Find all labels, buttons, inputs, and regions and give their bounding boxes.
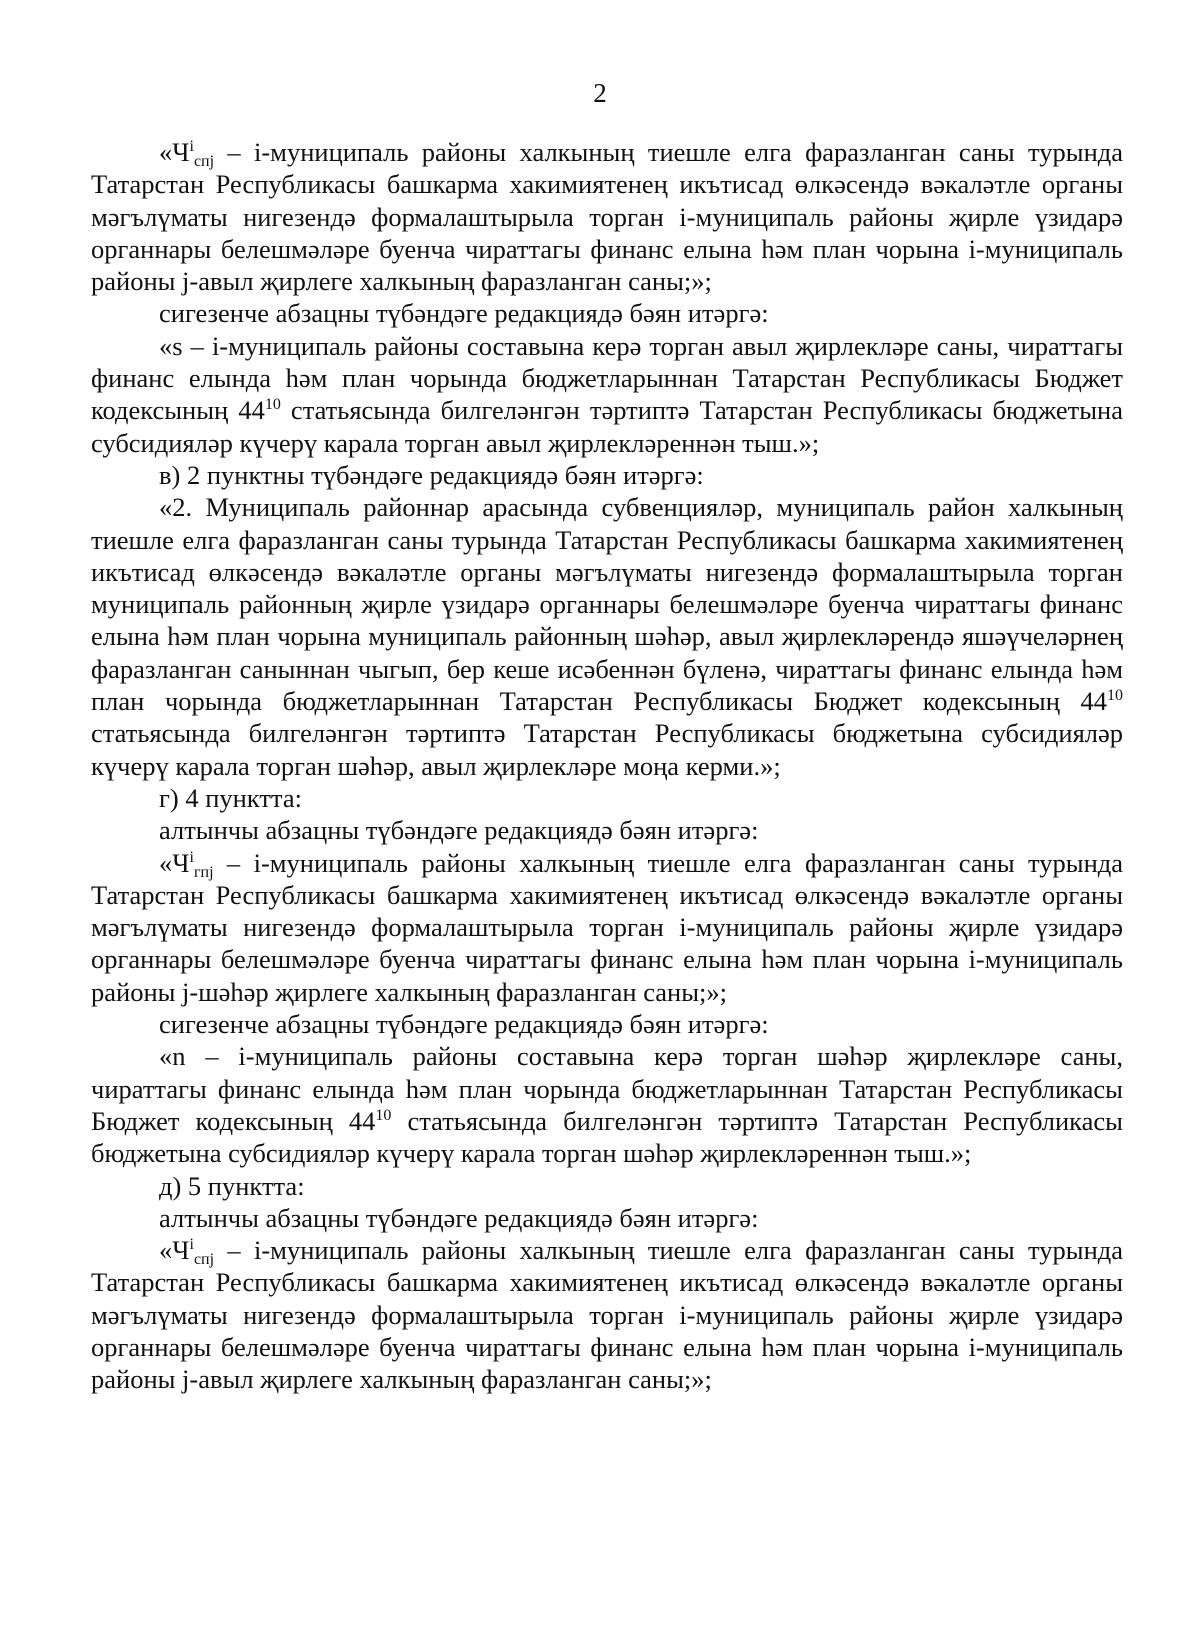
page-number: 2 [593, 78, 607, 108]
text-run: «Ч [159, 137, 190, 167]
superscript: i [189, 1236, 194, 1254]
paragraph-amend-sixth-abzats-2 [91, 1202, 1123, 1234]
text-run: «n – i-муниципаль районы составына керә торган шәһәр җирлекләре саны, чираттагы финанс елында һәм план чорында бюджетларыннан Татарстан Республикасы Бюджет кодексының 44 [91, 1041, 1123, 1136]
paragraph-item-v [91, 459, 1123, 491]
text-run: – i-муниципаль районы халкының тиешле елга фаразланган саны турында Татарстан Республикасы башкарма хакимиятенең икътисад өлкәсендә вәкаләтле органы мәгълүматы нигезендә формалаштырыла торган i-муниципаль районы җирле үзидарә органнары белешмәләре буенча чираттагы финанс елына һәм план чорына i-муниципаль районы j-авыл җирлеге халкының фаразланган саны;»; [91, 1235, 1123, 1395]
superscript: 10 [1107, 687, 1123, 705]
paragraph-chsp-definition-2 [91, 1234, 1123, 1395]
text-run: «2. Муниципаль районнар арасында субвенцияләр, муниципаль район халкының тиешле елга фаразланган саны турында Татарстан Республикасы башкарма хакимиятенең икътисад өлкәсендә вәкаләтле органы мәгълүматы нигезендә формалаштырыла торган муниципаль районның җирле үзидарә органнары белешмәләре буенча чираттагы финанс елына һәм план чорына муниципаль районның шәһәр, авыл җирлекләрендә яшәүчеләрнең фаразланган саныннан чыгып, бер кеше исәбеннән бүленә, чираттагы финанс елында һәм план чорында бюджетларыннан Татарстан Республикасы Бюджет кодексының 44 [91, 492, 1123, 717]
text-run: д) 5 пунктта: [159, 1170, 305, 1201]
paragraph-amend-sixth-abzats [91, 814, 1123, 846]
text-run: статьясында билгеләнгән тәртиптә Татарстан Республикасы бюджетына субсидияләр күчерү карала торган авыл җирлекләреннән тыш.»; [91, 395, 1124, 458]
superscript: 10 [375, 1106, 392, 1124]
paragraph-s-definition [91, 330, 1123, 459]
paragraph-item-d [91, 1170, 1123, 1202]
subscript: cпj [193, 1251, 215, 1269]
paragraph-item-g [91, 782, 1123, 814]
text-run: г) 4 пунктта: [159, 782, 302, 813]
subscript: cпj [193, 153, 215, 170]
paragraph-amend-eighth-abzats-2 [91, 1008, 1123, 1040]
text-run: «s – i-муниципаль районы составына керә торган авыл җирлекләре саны, чираттагы финанс елында һәм план чорында бюджетларыннан Татарстан Республикасы Бюджет кодексының 44 [91, 330, 1123, 426]
paragraph-chgp-definition [91, 847, 1123, 1008]
text-run: – i-муниципаль районы халкының тиешле елга фаразланган саны турында Татарстан Республикасы башкарма хакимиятенең икътисад өлкәсендә вәкаләтле органы мәгълүматы нигезендә формалаштырыла торган i-муниципаль районы җирле үзидарә органнары белешмәләре буенча чираттагы финанс елына һәм план чорына i-муниципаль районы j-авыл җирлеге халкының фаразланган саны;»; [91, 137, 1123, 297]
paragraph-n-definition [91, 1040, 1123, 1169]
text-run: сигезенче абзацны түбәндәге редакциядә бәян итәргә: [159, 1009, 769, 1040]
paragraph-amend-eighth-abzats [91, 297, 1123, 329]
text-run: статьясында билгеләнгән тәртиптә Татарстан Республикасы бюджетына субсидияләр күчерү карала торган шәһәр җирлекләреннән тыш.»; [91, 1105, 1123, 1169]
text-run: «Ч [159, 1235, 190, 1266]
text-run: «Ч [159, 847, 190, 878]
paragraph-chsp-definition [91, 136, 1123, 297]
superscript: 10 [264, 396, 281, 414]
superscript: i [189, 848, 194, 866]
paragraph-point-2-text [91, 491, 1123, 782]
text-run: алтынчы абзацны түбәндәге редакциядә бәян итәргә: [159, 1202, 759, 1233]
subscript: гпj [193, 863, 214, 881]
text-run: статьясында билгеләнгән тәртиптә Татарстан Республикасы бюджетына субсидияләр күчерү карала торган шәһәр, авыл җирлекләре моңа керми.»; [91, 718, 1123, 781]
superscript: i [189, 138, 194, 155]
text-run: сигезенче абзацны түбәндәге редакциядә бәян итәргә: [159, 298, 769, 329]
text-run: в) 2 пунктны түбәндәге редакциядә бәян итәргә: [159, 459, 704, 490]
text-run: – i-муниципаль районы халкының тиешле елга фаразланган саны турында Татарстан Республикасы башкарма хакимиятенең икътисад өлкәсендә вәкаләтле органы мәгълүматы нигезендә формалаштырыла торган i-муниципаль районы җирле үзидарә органнары белешмәләре буенча чираттагы финанс елына һәм план чорына i-муниципаль районы j-шәһәр җирлеге халкының фаразланган саны;»; [91, 847, 1123, 1007]
text-run: алтынчы абзацны түбәндәге редакциядә бәян итәргә: [159, 815, 759, 846]
document-body [91, 136, 1123, 1396]
